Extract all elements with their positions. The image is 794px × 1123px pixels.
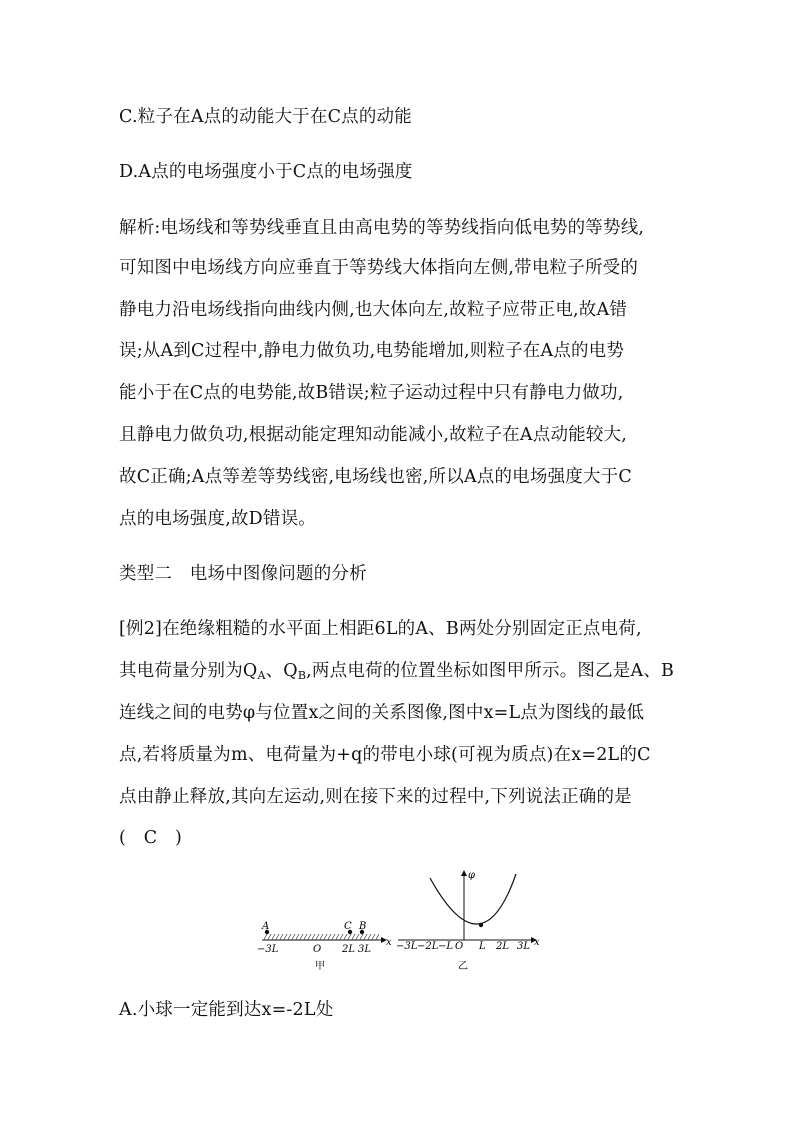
example-line-2-b: 、Q — [265, 661, 298, 681]
option-d: D.A点的电场强度小于C点的电场强度 — [119, 162, 413, 182]
figure-svg — [250, 866, 550, 976]
yi-x-axis-label: x — [534, 937, 540, 948]
analysis-line-4: 误;从A到C过程中,静电力做负功,电势能增加,则粒子在A点的电势 — [119, 341, 625, 361]
figure-yi — [396, 870, 540, 972]
yi-y-axis-label: φ — [468, 870, 476, 881]
jia-tick-o: O — [313, 944, 322, 955]
label-a: A — [262, 921, 270, 932]
label-c: C — [344, 921, 352, 932]
analysis-line-6: 且静电力做负功,根据动能定理知动能减小,故粒子在A点动能较大, — [119, 425, 628, 445]
jia-caption: 甲 — [315, 961, 325, 972]
example-line-2-c: ,两点电荷的位置坐标如图甲所示。图乙是A、B — [306, 661, 675, 681]
option-c: C.粒子在A点的动能大于在C点的动能 — [119, 107, 412, 127]
analysis-line-2: 可知图中电场线方向应垂直于等势线大体指向左侧,带电粒子所受的 — [119, 258, 639, 278]
curve-minimum-point — [479, 923, 483, 927]
analysis-line-5: 能小于在C点的电势能,故B错误;粒子运动过程中只有静电力做功, — [119, 383, 624, 403]
yi-tick-neg3l: −3L — [396, 941, 418, 952]
figure-jia — [257, 921, 392, 972]
analysis-line-1: 解析:电场线和等势线垂直且由高电势的等势线指向低电势的等势线, — [119, 218, 645, 238]
subscript-b: B — [297, 669, 307, 682]
jia-tick-3l: 3L — [358, 944, 372, 955]
answer-bracket: ( C ) — [119, 828, 183, 848]
example-line-2-a: 其电荷量分别为Q — [119, 661, 258, 681]
example-line-1: [例2]在绝缘粗糙的水平面上相距6L的A、B两处分别固定正点电荷, — [119, 619, 642, 639]
jia-tick-neg3l: −3L — [257, 944, 279, 955]
yi-tick-l: L — [479, 941, 486, 952]
analysis-line-8: 点的电场强度,故D错误。 — [119, 509, 316, 529]
yi-tick-neg2l: −2L — [417, 941, 439, 952]
jia-tick-2l: 2L — [342, 944, 356, 955]
option-a-next: A.小球一定能到达x=-2L处 — [119, 1000, 334, 1020]
example-line-3: 连线之间的电势φ与位置x之间的关系图像,图中x=L点为图线的最低 — [119, 703, 645, 723]
yi-tick-3l: 3L — [517, 941, 531, 952]
label-b: B — [359, 921, 367, 932]
yi-caption: 乙 — [458, 961, 468, 972]
yi-tick-negl: −L — [438, 941, 454, 952]
example-line-5: 点由静止释放,其向左运动,则在接下来的过程中,下列说法正确的是 — [119, 787, 632, 807]
potential-curve — [430, 874, 516, 924]
example-line-4: 点,若将质量为m、电荷量为+q的带电小球(可视为质点)在x=2L的C — [119, 745, 651, 765]
section-title: 类型二 电场中图像问题的分析 — [119, 564, 367, 584]
hatched-surface — [264, 934, 379, 940]
yi-tick-2l: 2L — [496, 941, 510, 952]
yi-y-axis-arrow — [461, 870, 467, 876]
figure — [250, 866, 550, 976]
subscript-a: A — [257, 669, 266, 682]
jia-axis-label: x — [386, 937, 392, 948]
example-line-2 — [119, 659, 674, 688]
yi-tick-o: O — [455, 941, 464, 952]
analysis-line-7: 故C正确;A点等差等势线密,电场线也密,所以A点的电场强度大于C — [119, 467, 632, 487]
analysis-line-3: 静电力沿电场线指向曲线内侧,也大体向左,故粒子应带正电,故A错 — [119, 300, 628, 320]
